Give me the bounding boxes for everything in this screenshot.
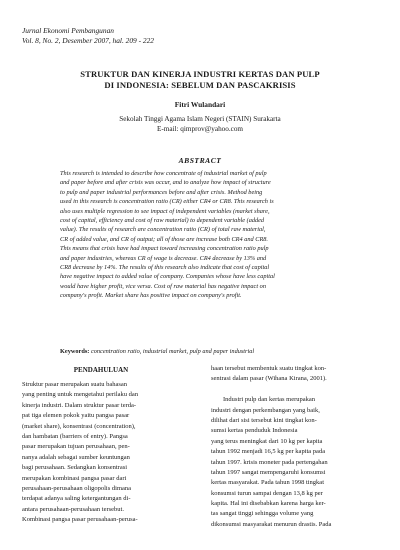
body-line: dikonsumsi masyarakat menurun drastis. Pada [211, 520, 332, 528]
abstract-heading: ABSTRACT [178, 156, 222, 165]
journal-volume: Vol. 8, No. 2, Desember 2007, hal. 209 - 222 [22, 35, 154, 45]
body-line: Kombinasi pangsa pasar perusahaan-perusa- [22, 516, 138, 524]
body-line: industri dengan perkembangan yang baik, [211, 406, 320, 414]
left-column [22, 364, 180, 525]
body-line: pasar merupakan tujuan perusahaan, pen- [22, 443, 130, 451]
abstract-line: This research is intended to describe how concentrate of industrial market of pulp [60, 170, 267, 177]
body-line: Struktur pasar merupakan suatu bahasan [22, 381, 128, 388]
body-line: tas sangat tinggi sehingga volume yang [211, 510, 314, 518]
body-line: tahun 1992 menjadi 16,5 kg per kapita pada [211, 448, 326, 456]
abstract-line: This means that crisis have had impact toward increasing concentration ratio pulp [60, 245, 269, 253]
body-line: nanya adalah sebagai sumber keuntungan [22, 453, 130, 461]
abstract-body [60, 169, 360, 300]
journal-name: Jurnal Ekonomi Pembangunan [22, 26, 114, 35]
body-line: merupakan kombinasi pangsa pasar dari [22, 474, 127, 482]
abstract-line: and paper before and after crisis was occur, and to analyze how impact of structure [60, 179, 271, 187]
keywords-label: Keywords: [60, 348, 90, 355]
author-email: E-mail: qimprov@yahoo.com [156, 125, 244, 133]
body-line: perusahaan-perusahaan oligopolis dimana [22, 484, 132, 492]
body-line: Industri pulp dan kertas merupakan [223, 396, 316, 404]
body-line: dilihat dari sisi tersebut kini tingkat kon- [211, 416, 317, 424]
journal-header [22, 26, 154, 45]
body-line: tahun 1997 sangat mempengaruhi konsumsi [211, 468, 326, 476]
paper-title [30, 69, 370, 91]
left-column-body [22, 380, 180, 525]
abstract-line: and paper industries, whereas CR of wage is decrease. CR4 decrease by 13% and [60, 254, 267, 262]
body-line: kertas masyarakat. Pada tahun 1998 tingkat [211, 479, 324, 487]
body-line: tahun 1997. krisis moneter pada pertengahan [211, 458, 328, 466]
keywords [60, 348, 360, 355]
title-line: DI INDONESIA: SEBELUM DAN PASCAKRISIS [104, 80, 296, 90]
body-line: pat tiga elemen pokok yaitu pangsa pasar [22, 412, 130, 420]
right-column [211, 364, 369, 530]
body-line: sumsi kertas penduduk Indonesia [211, 427, 298, 435]
author-affiliation-block [0, 114, 400, 134]
body-line: kinerja industri. Dalam struktur pasar terda- [22, 401, 137, 409]
body-line: antara perusahaan-perusahaan tersebut. [22, 505, 124, 513]
section-heading: PENDAHULUAN [73, 366, 129, 374]
title-line: STRUKTUR DAN KINERJA INDUSTRI KERTAS DAN PULP [80, 69, 320, 79]
body-line [211, 385, 369, 395]
body-line: konsumsi turun sampai dengan 13,8 kg per [211, 489, 323, 497]
body-line: haan tersebut membentuk suatu tingkat kon- [211, 365, 327, 372]
body-line: terdapat adanya saling ketergantungan di- [22, 495, 131, 503]
body-line: yang penting untuk mengetahui perilaku dan [22, 391, 139, 399]
abstract-line: CR8 decrease by 14%. The results of this research also indicate that cost of capital [60, 263, 270, 271]
body-line: kapita. Hal ini disebabkan karena harga ker- [211, 500, 326, 508]
abstract-line: CR of added value, and CR of output; all of those are increase both CR4 and CR8. [60, 235, 269, 243]
body-line: bagi perusahaan. Sedangkan konsentrasi [22, 464, 128, 472]
abstract-line: company's profit. Market share has positive impact on company's profit. [60, 292, 242, 300]
author-affiliation: Sekolah Tinggi Agama Islam Negeri (STAIN) Surakarta [119, 115, 281, 123]
abstract-line: have negative impact to added value of company. Companies whose have less capital [60, 273, 275, 281]
abstract-line: used in this research is concentration ratio (CR) either CR4 or CR8. This research is [60, 198, 274, 206]
body-line: sentrasi dalam pasar (Wihana Kirana, 2001). [211, 375, 327, 383]
abstract-line: to pulp and paper industrial performances before and after crisis. Method being [60, 188, 263, 196]
author-name: Fitri Wulandari [174, 100, 226, 109]
keywords-text: concentration ratio, industrial market, pulp and paper industrial [90, 348, 255, 355]
body-line: yang terus meningkat dari 10 kg per kapita [211, 437, 323, 445]
abstract-line: cost of capital, efficiency and cost of raw material) to dependent variable (added [60, 216, 265, 224]
abstract-line: would have higher profit, vice versa. Cost of raw material has negative impact on [60, 282, 266, 290]
body-line: (market share), konsentrasi (concentration), [22, 422, 136, 430]
abstract-line: value). The results of research are concentration ratio (CR) of total raw material, [60, 226, 266, 234]
body-line: dan hambatan (barriers of entry). Pangsa [22, 432, 128, 440]
abstract-line: also uses multiple regression to see impact of independent variables (market share, [60, 207, 270, 215]
